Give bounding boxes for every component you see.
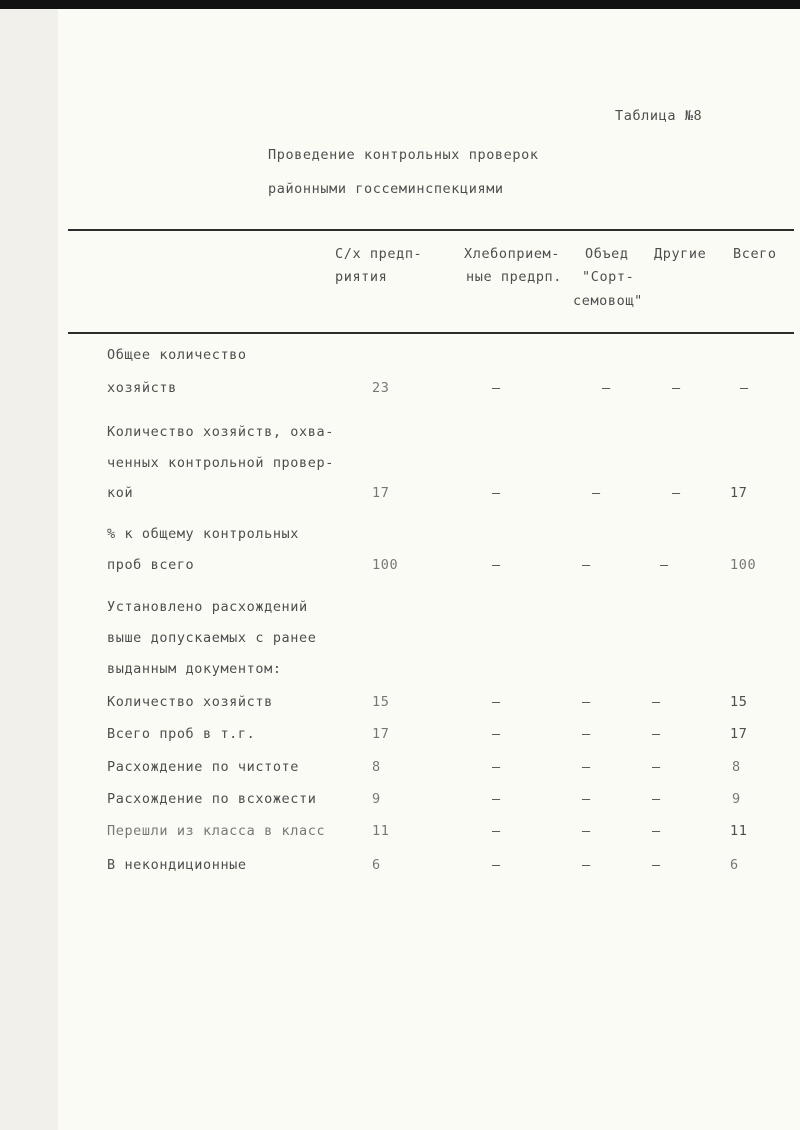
row-label: хозяйств <box>107 380 177 396</box>
cell-total: 6 <box>730 857 739 873</box>
row-label: проб всего <box>107 557 195 573</box>
cell-agri: 8 <box>372 759 381 775</box>
cell-agri: 100 <box>372 557 399 573</box>
cell-association: – <box>602 380 611 396</box>
row-label: Количество хозяйств <box>107 694 273 710</box>
row-label: В некондиционные <box>107 857 247 873</box>
cell-grain: – <box>492 694 501 710</box>
cell-grain: – <box>492 380 501 396</box>
cell-association: – <box>592 485 601 501</box>
cell-grain: – <box>492 823 501 839</box>
cell-grain: – <box>492 485 501 501</box>
cell-agri: 17 <box>372 726 390 742</box>
row-label: Перешли из класса в класс <box>107 823 326 839</box>
cell-total: 15 <box>730 694 748 710</box>
cell-grain: – <box>492 726 501 742</box>
cell-association: – <box>582 759 591 775</box>
row-label: Расхождение по всхожести <box>107 791 317 807</box>
cell-grain: – <box>492 791 501 807</box>
cell-agri: 6 <box>372 857 381 873</box>
cell-grain: – <box>492 557 501 573</box>
cell-total: 17 <box>730 726 748 742</box>
cell-other: – <box>652 857 661 873</box>
cell-association: – <box>582 694 591 710</box>
cell-agri: 9 <box>372 791 381 807</box>
cell-total: – <box>740 380 749 396</box>
cell-association: – <box>582 726 591 742</box>
cell-grain: – <box>492 759 501 775</box>
top-rule <box>68 229 794 231</box>
row-label: Количество хозяйств, охва- <box>107 424 334 440</box>
row-label: выше допускаемых с ранее <box>107 630 317 646</box>
cell-other: – <box>660 557 669 573</box>
title-line-2: районными госсеминспекциями <box>268 181 504 197</box>
row-label: кой <box>107 485 134 501</box>
cell-total: 9 <box>732 791 741 807</box>
cell-association: – <box>582 857 591 873</box>
scan-top-border <box>0 0 800 9</box>
row-label: Расхождение по чистоте <box>107 759 300 775</box>
cell-other: – <box>652 759 661 775</box>
cell-agri: 11 <box>372 823 390 839</box>
row-label: Общее количество <box>107 347 247 363</box>
cell-association: – <box>582 791 591 807</box>
cell-other: – <box>652 823 661 839</box>
cell-other: – <box>652 791 661 807</box>
cell-other: – <box>652 726 661 742</box>
cell-grain: – <box>492 857 501 873</box>
cell-total: 17 <box>730 485 748 501</box>
cell-total: 11 <box>730 823 748 839</box>
cell-agri: 23 <box>372 380 390 396</box>
row-label: Всего проб в т.г. <box>107 726 256 742</box>
cell-agri: 17 <box>372 485 390 501</box>
table-number: Таблица №8 <box>615 108 703 124</box>
cell-association: – <box>582 557 591 573</box>
cell-total: 8 <box>732 759 741 775</box>
header-rule <box>68 332 794 334</box>
row-label: % к общему контрольных <box>107 526 300 542</box>
row-label: Установлено расхождений <box>107 599 308 615</box>
cell-agri: 15 <box>372 694 390 710</box>
row-label: выданным документом: <box>107 661 282 677</box>
cell-other: – <box>672 485 681 501</box>
cell-total: 100 <box>730 557 757 573</box>
cell-other: – <box>652 694 661 710</box>
row-label: ченных контрольной провер- <box>107 455 334 471</box>
cell-association: – <box>582 823 591 839</box>
cell-other: – <box>672 380 681 396</box>
title-line-1: Проведение контрольных проверок <box>268 147 539 163</box>
